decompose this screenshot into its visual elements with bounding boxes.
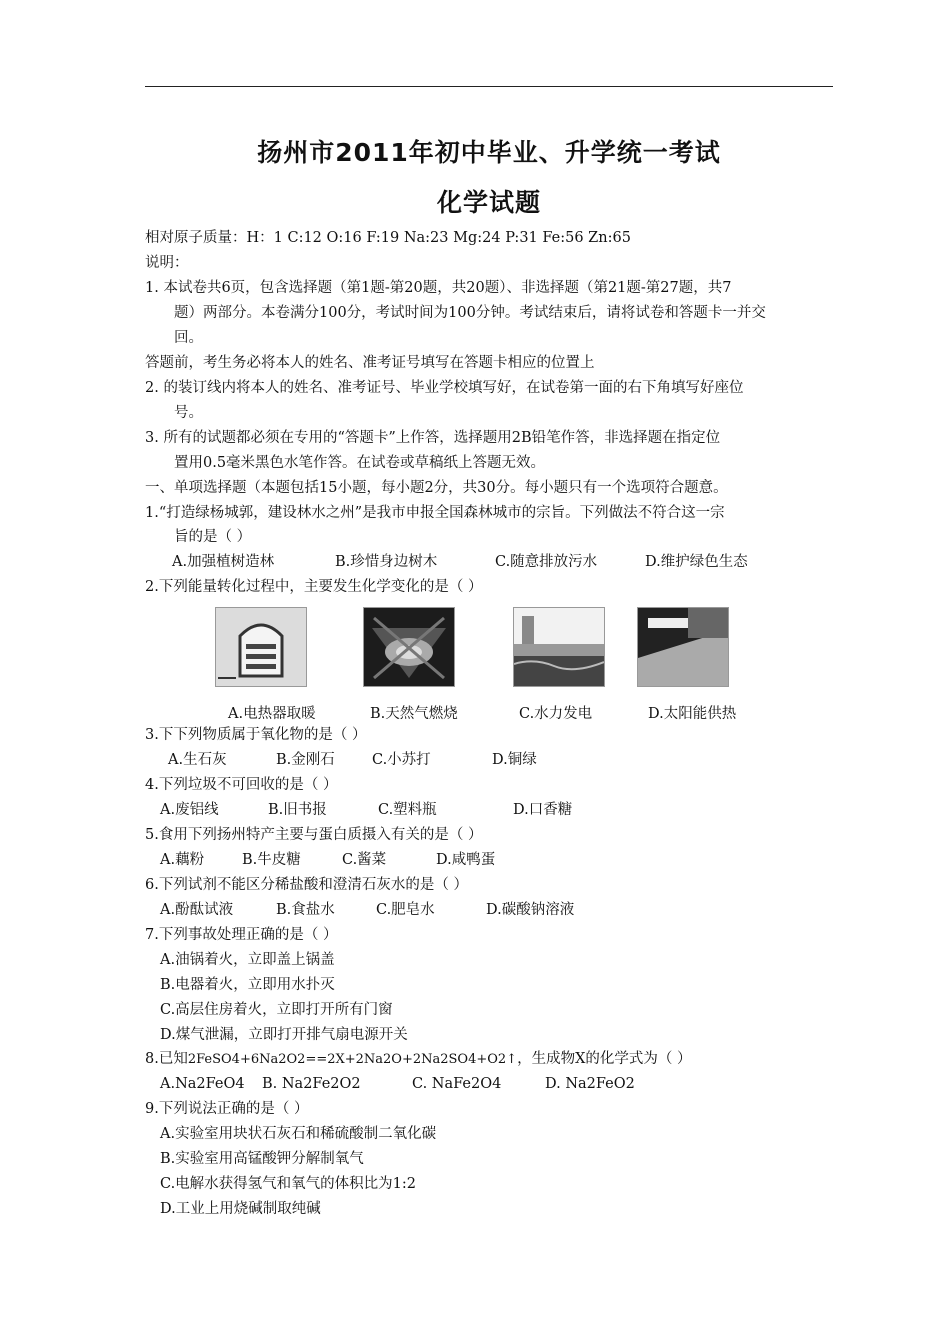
- q2-option-d[interactable]: D.太阳能供热: [648, 706, 737, 722]
- q2-option-c[interactable]: C.水力发电: [519, 706, 593, 722]
- q5-option-c[interactable]: C.酱菜: [342, 852, 387, 868]
- gas-flame-image: [363, 607, 455, 687]
- electric-heater-image: [215, 607, 307, 687]
- q2-images: [215, 607, 735, 693]
- q6-option-d[interactable]: D.碳酸钠溶液: [486, 902, 575, 918]
- q8-equation: 2FeSO4+6Na2O2==2X+2Na2O+2Na2SO4+O2↑: [187, 1052, 518, 1067]
- q5-options: [160, 851, 495, 869]
- q3-option-b[interactable]: B.金刚石: [276, 752, 335, 768]
- q6-option-b[interactable]: B.食盐水: [276, 902, 335, 918]
- question-1-cont: 旨的是（ ）: [174, 529, 252, 545]
- q4-option-b[interactable]: B.旧书报: [268, 802, 327, 818]
- q9-option-b[interactable]: B.实验室用高锰酸钾分解制氧气: [160, 1151, 364, 1167]
- question-2: 2.下列能量转化过程中，主要发生化学变化的是（ ）: [145, 579, 483, 595]
- note-pre: 答题前，考生务必将本人的姓名、准考证号填写在答题卡相应的位置上: [145, 355, 595, 371]
- q7-option-d[interactable]: D.煤气泄漏，立即打开排气扇电源开关: [160, 1027, 408, 1043]
- q1-option-a[interactable]: A.加强植树造林: [172, 554, 275, 570]
- top-rule: [145, 86, 833, 87]
- note-2: 2. 的装订线内将本人的姓名、准考证号、毕业学校填写好，在试卷第一面的右下角填写好座位: [145, 380, 744, 396]
- q8-option-d[interactable]: D. Na2FeO2: [545, 1076, 635, 1092]
- q8-option-b[interactable]: B. Na2Fe2O2: [262, 1076, 361, 1092]
- section-heading: 一、单项选择题（本题包括15小题，每小题2分，共30分。每小题只有一个选项符合题意。: [145, 480, 728, 496]
- q7-option-c[interactable]: C.高层住房着火，立即打开所有门窗: [160, 1002, 393, 1018]
- q2-option-a[interactable]: A.电热器取暖: [228, 706, 316, 722]
- q4-option-d[interactable]: D.口香糖: [513, 802, 573, 818]
- q7-option-a[interactable]: A.油锅着火，立即盖上锅盖: [160, 952, 335, 968]
- q9-option-c[interactable]: C.电解水获得氢气和氧气的体积比为1:2: [160, 1176, 417, 1192]
- question-1: 1.“打造绿杨城郭，建设林水之州”是我市申报全国森林城市的宗旨。下列做法不符合这一宗: [145, 505, 725, 521]
- question-7: 7.下列事故处理正确的是（ ）: [145, 927, 338, 943]
- q8-prefix: 8.已知: [145, 1051, 188, 1067]
- q3-option-a[interactable]: A.生石灰: [168, 752, 227, 768]
- notes-label: 说明：: [145, 255, 189, 271]
- q3-options: [168, 751, 537, 769]
- q2-option-b[interactable]: B.天然气燃烧: [370, 706, 458, 722]
- q8-option-c[interactable]: C. NaFe2O4: [412, 1076, 502, 1092]
- q4-option-a[interactable]: A.废铝线: [160, 802, 219, 818]
- q1-options: [172, 553, 748, 571]
- question-5: 5.食用下列扬州特产主要与蛋白质摄入有关的是（ ）: [145, 827, 483, 843]
- question-6: 6.下列试剂不能区分稀盐酸和澄清石灰水的是（ ）: [145, 877, 468, 893]
- q3-option-c[interactable]: C.小苏打: [372, 752, 431, 768]
- q4-options: [160, 801, 572, 819]
- q8-suffix: ，生成物X的化学式为（ ）: [517, 1051, 692, 1067]
- q7-option-b[interactable]: B.电器着火，立即用水扑灭: [160, 977, 335, 993]
- question-9: 9.下列说法正确的是（ ）: [145, 1101, 309, 1117]
- q5-option-d[interactable]: D.咸鸭蛋: [436, 852, 496, 868]
- q6-option-c[interactable]: C.肥皂水: [376, 902, 435, 918]
- q5-option-a[interactable]: A.藕粉: [160, 852, 205, 868]
- q1-option-c[interactable]: C.随意排放污水: [495, 554, 598, 570]
- q9-option-d[interactable]: D.工业上用烧碱制取纯碱: [160, 1201, 321, 1217]
- q1-option-b[interactable]: B.珍惜身边树木: [335, 554, 438, 570]
- hydropower-image: [513, 607, 605, 687]
- q4-option-c[interactable]: C.塑料瓶: [378, 802, 437, 818]
- question-3: 3.下下列物质属于氧化物的是（ ）: [145, 727, 367, 743]
- q5-option-b[interactable]: B.牛皮糖: [242, 852, 301, 868]
- note-1-cont2: 回。: [174, 330, 203, 346]
- q9-option-a[interactable]: A.实验室用块状石灰石和稀硫酸制二氧化碳: [160, 1126, 437, 1142]
- q1-option-d[interactable]: D.维护绿色生态: [645, 554, 748, 570]
- q6-options: [160, 901, 574, 919]
- note-3: 3. 所有的试题都必须在专用的“答题卡”上作答，选择题用2B铅笔作答，非选择题在指定位: [145, 430, 721, 446]
- exam-subtitle: 化学试题: [436, 188, 541, 217]
- atomic-masses: 相对原子质量：H：1 C:12 O:16 F:19 Na:23 Mg:24 P:31 Fe:56 Zn:65: [145, 230, 631, 246]
- q3-option-d[interactable]: D.铜绿: [492, 752, 537, 768]
- solar-heater-image: [637, 607, 729, 687]
- note-3-cont: 置用0.5毫米黑色水笔作答。在试卷或草稿纸上答题无效。: [174, 455, 546, 471]
- q6-option-a[interactable]: A.酚酞试液: [160, 902, 234, 918]
- note-1: 1. 本试卷共6页，包含选择题（第1题-第20题，共20题）、非选择题（第21题-第27题，共7: [145, 280, 732, 296]
- question-4: 4.下列垃圾不可回收的是（ ）: [145, 777, 338, 793]
- q8-options: [160, 1075, 635, 1093]
- note-2-cont: 号。: [174, 405, 203, 421]
- question-8: [145, 1050, 692, 1069]
- q8-option-a[interactable]: A.Na2FeO4: [160, 1076, 245, 1092]
- note-1-cont: 题）两部分。本卷满分100分，考试时间为100分钟。考试结束后，请将试卷和答题卡一并交: [174, 305, 766, 321]
- exam-title: 扬州市2011年初中毕业、升学统一考试: [257, 138, 721, 167]
